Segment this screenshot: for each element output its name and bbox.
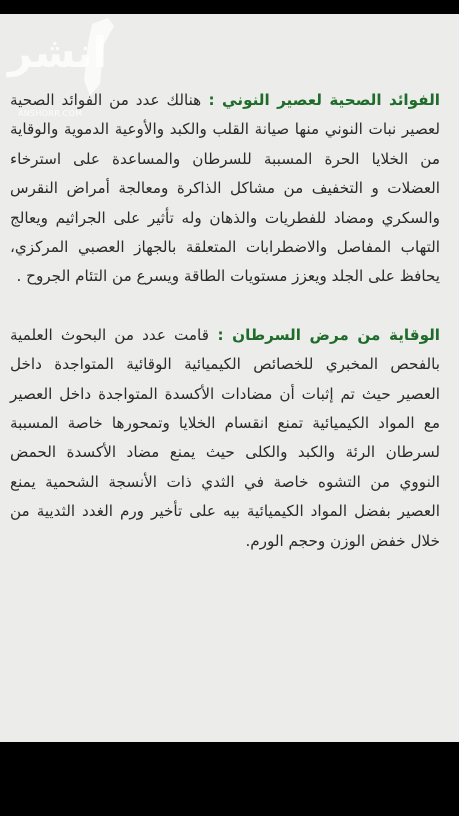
article-body bbox=[10, 86, 440, 556]
section-cancer-prevention bbox=[10, 321, 440, 556]
section-heading: الوقاية من مرض السرطان : bbox=[208, 325, 440, 344]
section-text: قامت عدد من البحوث العلمية بالفحص المخبري للخصائص الكيميائية الوقائية المتواجدة داخل العصير حيث تم إثبات أن مضادات الأكسدة المتواجدة داخل العصير مع المواد الكيميائية تمنع انقسام الخلايا وتمحورها خاصة المسببة لسرطان الرئة والكبد والكلى حيث يمنع مضاد الأكسدة الحمض النووي من التشوه خاصة في الثدي ذات الأنسجة الشحمية يمنع العصير بفضل المواد الكيميائية بيه على تأخير ورم الغدد الثديية من خلال خفض الوزن وحجم الورم. bbox=[10, 325, 440, 550]
watermark-url: ANSHORR.COM bbox=[18, 109, 83, 118]
section-heading: الفوائد الصحية لعصير النوني : bbox=[201, 91, 441, 109]
watermark-text: انشر bbox=[8, 28, 108, 77]
section-health-benefits bbox=[10, 86, 440, 292]
article-page bbox=[0, 14, 459, 742]
section-text: هنالك عدد من الفوائد الصحية لعصير نبات النوني منها صيانة القلب والكبد والأوعية الدموية والوقاية من الخلايا الحرة المسببة للسرطان والمساعدة على استرخاء العضلات و التخفيف من مشاكل الذاكرة ومعالجة أمراض النقرس والسكري ومضاد للفطريات والذهان وله تأثير على الجراثيم ويعالج التهاب المفاصل والاضطرابات المتعلقة بالجهاز العصبي المركزي، يحافظ على الجلد ويعزز مستويات الطاقة ويسرع من التئام الجروح . bbox=[10, 91, 440, 286]
